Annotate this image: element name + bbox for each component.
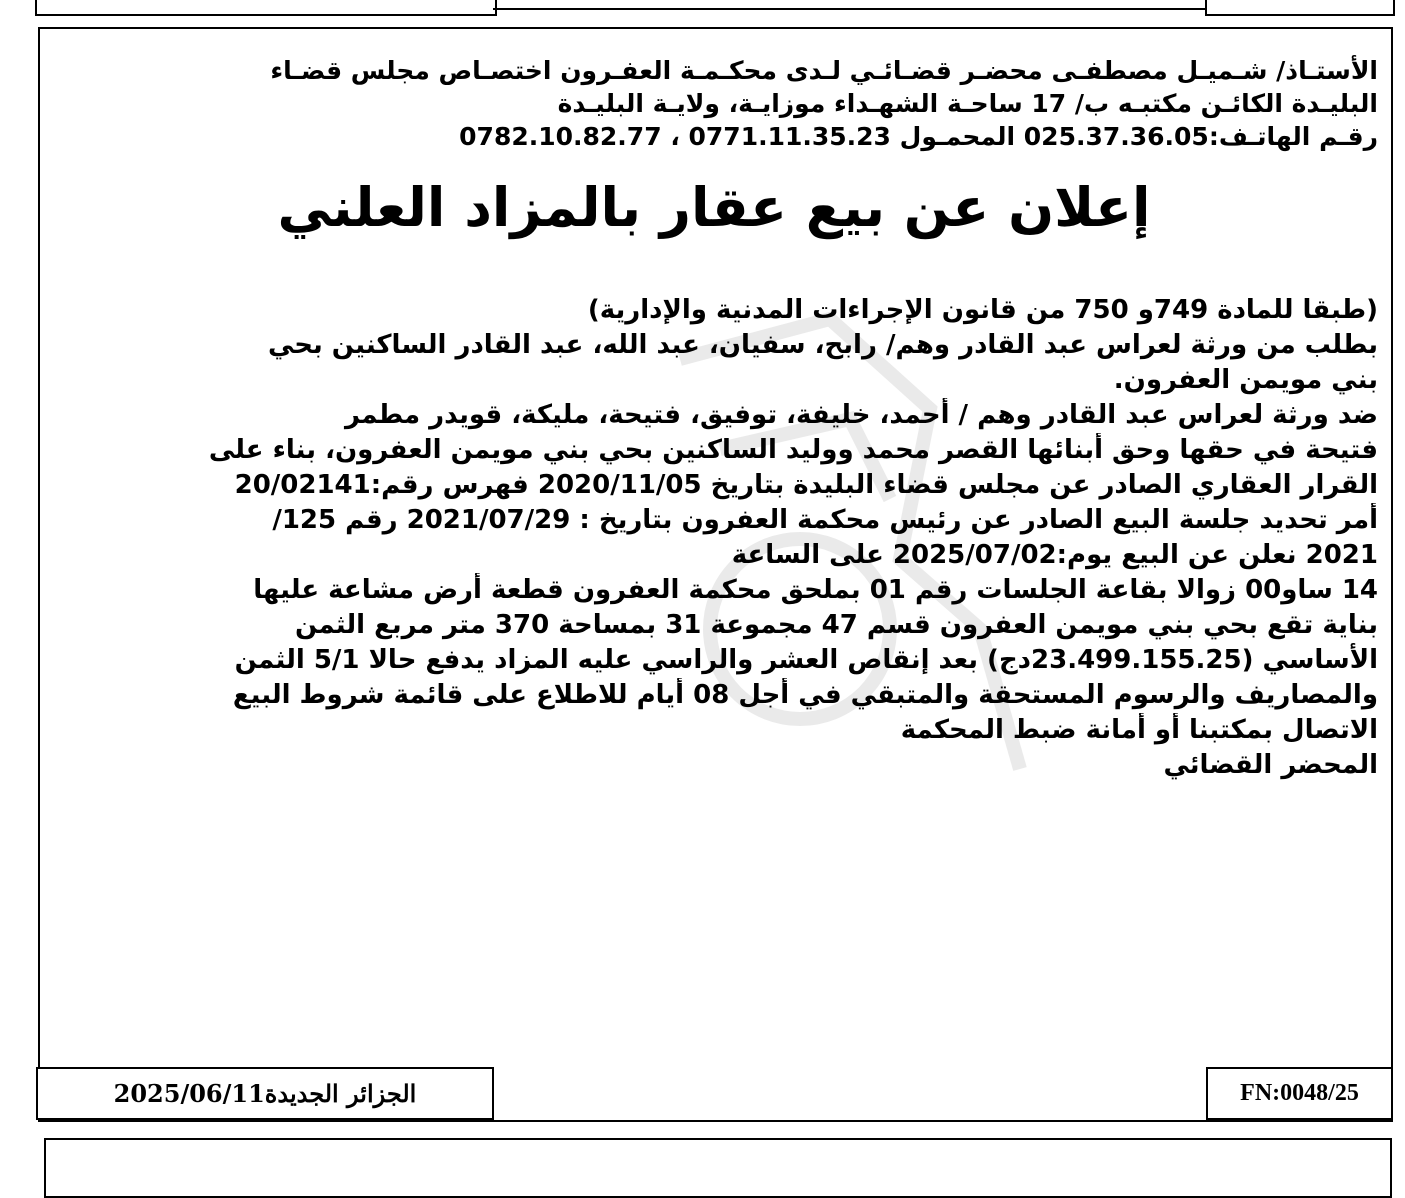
body-line: الأساسي (23.499.155.25دج) بعد إنقاص العشر والراسي عليه المزاد يدفع حالا 5/1 الثمن	[234, 645, 1378, 675]
body-line: الاتصال بمكتبنا أو أمانة ضبط المحكمة	[900, 715, 1378, 745]
previous-notice-divider	[493, 8, 1205, 10]
notice-body	[50, 293, 1378, 783]
newspaper-date-box: الجزائر الجديدة2025/06/11	[36, 1067, 494, 1120]
body-line: فتيحة في حقها وحق أبنائها القصر محمد ووليد الساكنين بحي بني مويمن العفرون، بناء على	[208, 435, 1378, 465]
reference-number-box: FN:0048/25	[1206, 1067, 1393, 1120]
body-line: (طبقا للمادة 749و 750 من قانون الإجراءات المدنية والإدارية)	[587, 295, 1378, 325]
body-line: بناية تقع بحي بني مويمن العفرون قسم 47 مجموعة 31 بمساحة 370 متر مربع الثمن	[294, 610, 1378, 640]
body-line: والمصاريف والرسوم المستحقة والمتبقي في أجل 08 أيام للاطلاع على قائمة شروط البيع	[232, 680, 1378, 710]
body-line: بني مويمن العفرون.	[1113, 365, 1378, 395]
signature-line: المحضر القضائي	[1163, 750, 1378, 780]
notice-content	[50, 54, 1378, 783]
bailiff-header	[50, 54, 1378, 153]
body-line: 14 ساو00 زوالا بقاعة الجلسات رقم 01 بملحق محكمة العفرون قطعة أرض مشاعة عليها	[253, 575, 1378, 605]
previous-notice-frame-left	[35, 0, 497, 16]
header-line: رقـم الهاتـف:025.37.36.05 المحمـول 0771.11.35.23 ، 0782.10.82.77	[459, 122, 1378, 151]
body-line: أمر تحديد جلسة البيع الصادر عن رئيس محكمة العفرون بتاريخ : 2021/07/29 رقم 125/	[272, 505, 1378, 535]
body-line: ضد ورثة لعراس عبد القادر وهم / أحمد، خليفة، توفيق، فتيحة، مليكة، قويدر مطمر	[345, 400, 1378, 430]
body-line: بطلب من ورثة لعراس عبد القادر وهم/ رابح، سفيان، عبد الله، عبد القادر الساكنين بحي	[267, 330, 1378, 360]
header-line: الأستـاذ/ شـميـل مصطفـى محضـر قضـائـي لـدى محكـمـة العفـرون اختصـاص مجلس قضـاء	[270, 56, 1378, 85]
header-line: البليـدة الكائـن مكتبـه ب/ 17 ساحـة الشهـداء موزايـة، ولايـة البليـدة	[557, 89, 1378, 118]
next-notice-frame	[44, 1138, 1392, 1198]
body-line: 2021 نعلن عن البيع يوم:2025/07/02 على الساعة	[731, 540, 1378, 570]
notice-title: إعلان عن بيع عقار بالمزاد العلني	[277, 176, 1151, 239]
previous-notice-frame-right	[1205, 0, 1395, 16]
body-line: القرار العقاري الصادر عن مجلس قضاء البليدة بتاريخ 2020/11/05 فهرس رقم:20/02141	[234, 470, 1378, 500]
